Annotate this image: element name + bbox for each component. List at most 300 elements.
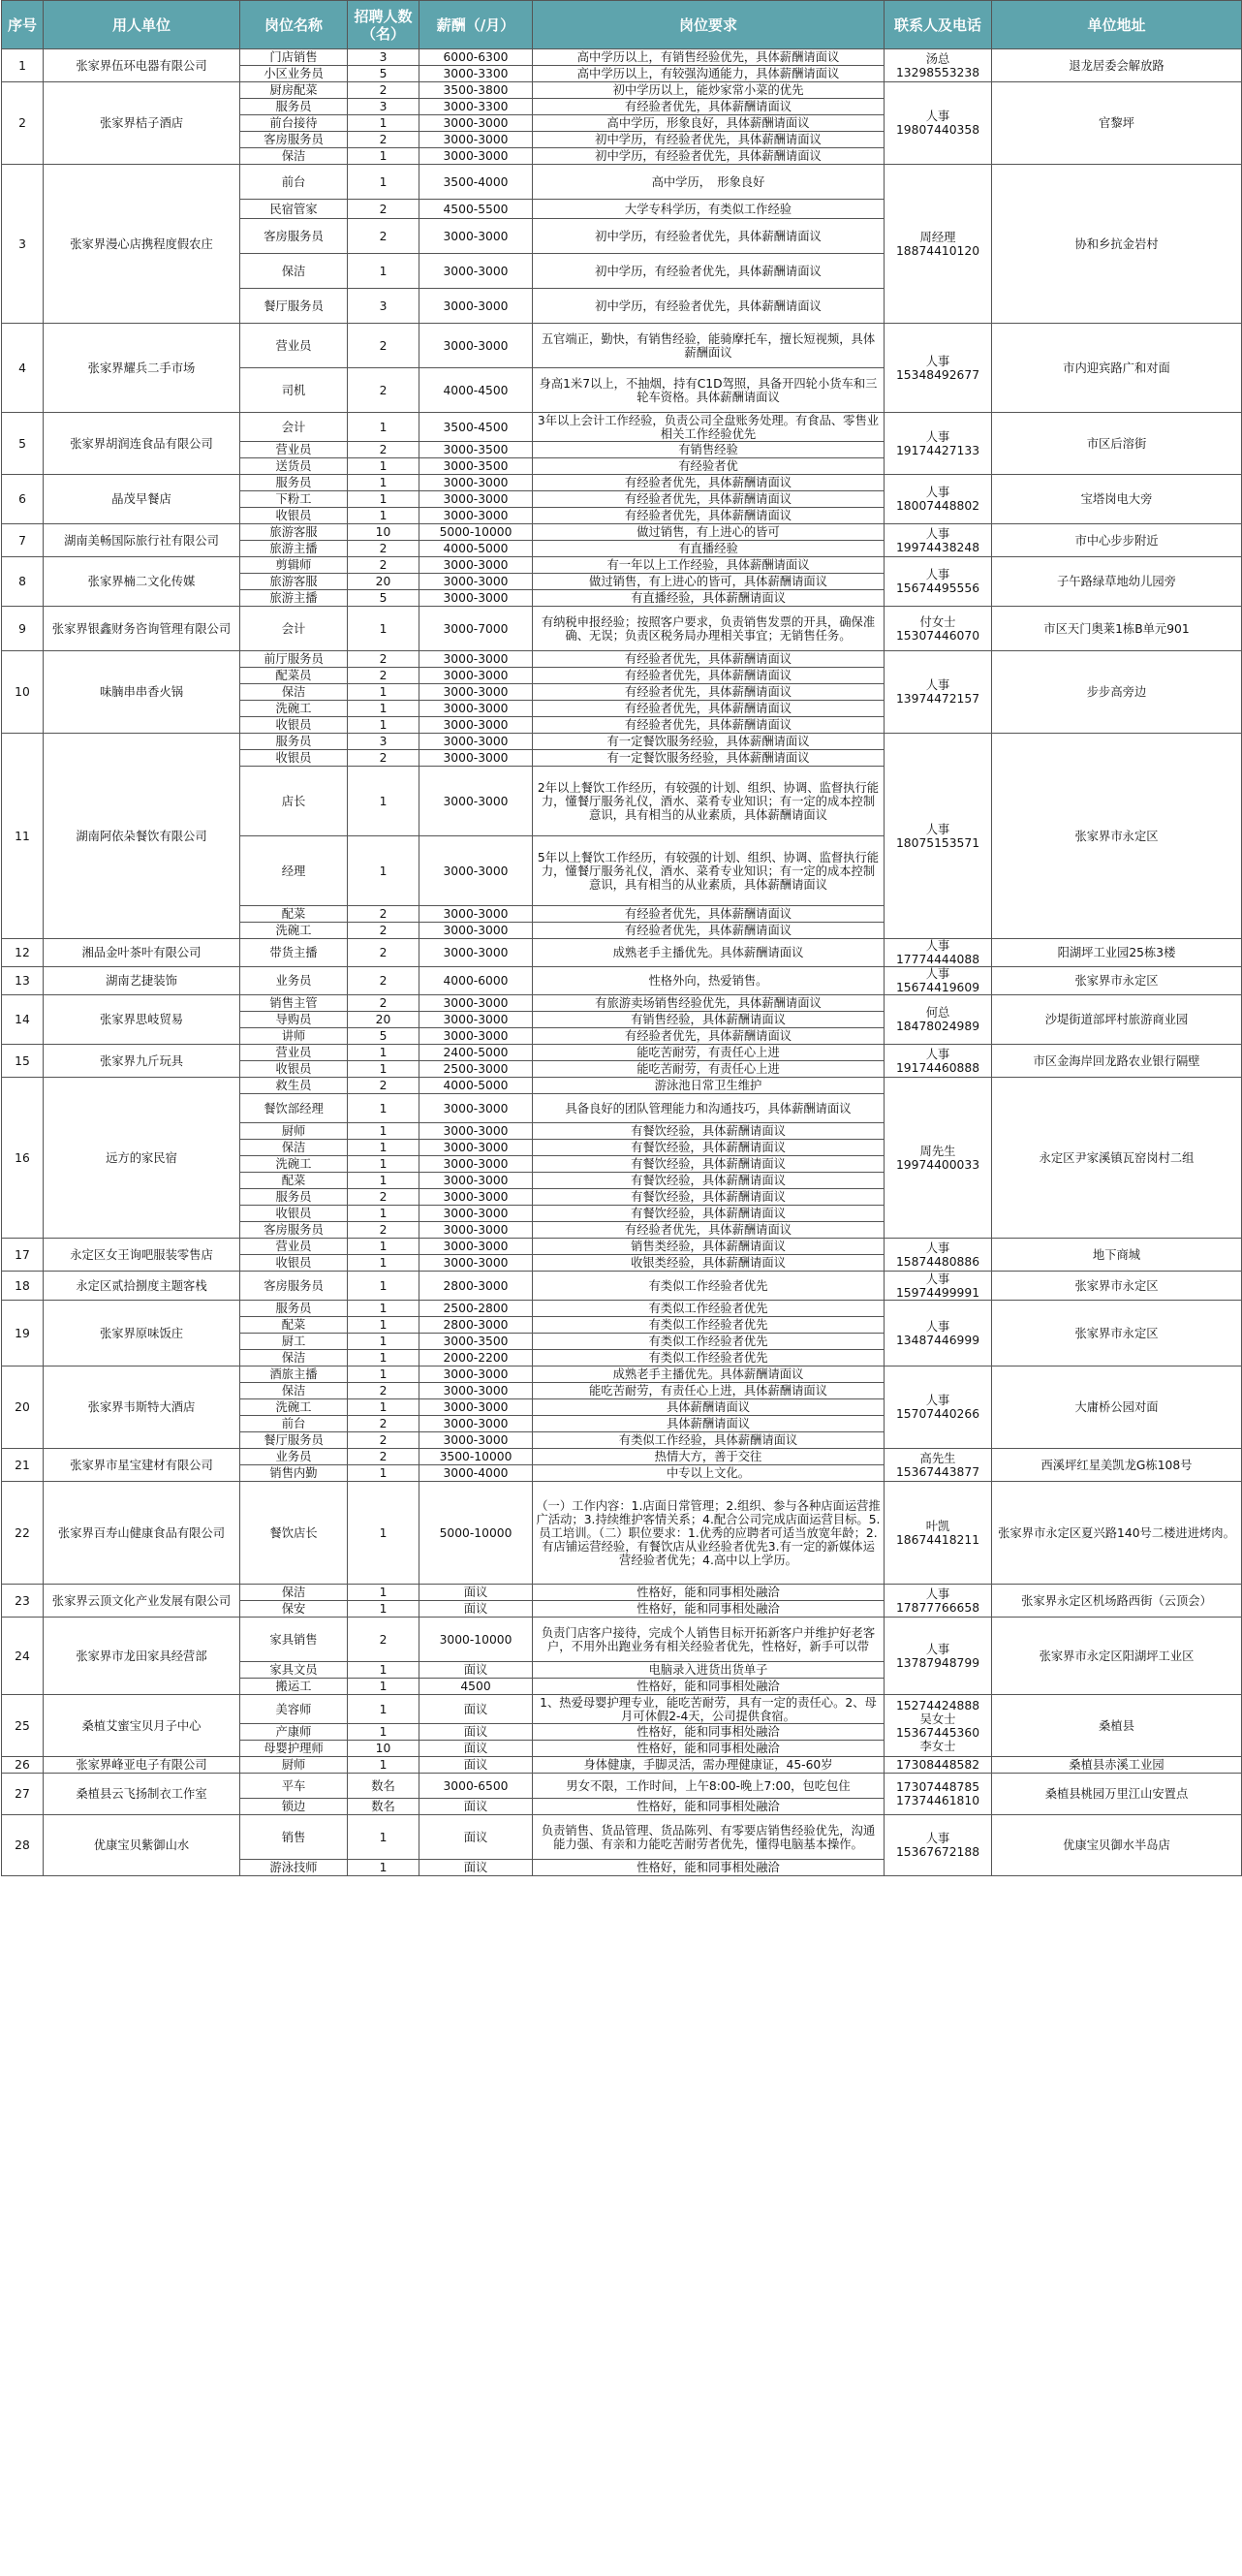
position-name: 收银员 xyxy=(240,508,348,524)
table-row xyxy=(2,324,1242,368)
hire-count: 1 xyxy=(348,458,419,475)
salary: 3000-3000 xyxy=(419,590,533,607)
hire-count: 2 xyxy=(348,1449,419,1465)
hire-count: 2 xyxy=(348,1432,419,1449)
company-address: 市区金海岸回龙路农业银行隔壁 xyxy=(992,1045,1242,1078)
salary: 2800-3000 xyxy=(419,1272,533,1301)
contact-info: 周经理 18874410120 xyxy=(885,165,992,324)
position-name: 平车 xyxy=(240,1774,348,1799)
salary: 3000-3000 xyxy=(419,574,533,590)
position-name: 店长 xyxy=(240,767,348,836)
hire-count: 3 xyxy=(348,99,419,115)
position-name: 保洁 xyxy=(240,254,348,289)
contact-info: 人事 15674495556 xyxy=(885,557,992,607)
hire-count: 2 xyxy=(348,939,419,967)
requirement: 有经验者优先，具体薪酬请面议 xyxy=(533,668,885,684)
company-name: 张家界耀兵二手市场 xyxy=(44,324,240,413)
table-row xyxy=(2,1815,1242,1860)
header-address: 单位地址 xyxy=(992,1,1242,49)
salary: 6000-6300 xyxy=(419,49,533,66)
hire-count: 1 xyxy=(348,1173,419,1189)
hire-count: 2 xyxy=(348,906,419,923)
contact-info: 人事 17774444088 xyxy=(885,939,992,967)
requirement: 初中学历，有经验者优先，具体薪酬请面议 xyxy=(533,132,885,148)
requirement: 有纳税申报经验；按照客户要求，负责销售发票的开具，确保准确、无误；负责区税务局办理相关事宜；无销售任务。 xyxy=(533,607,885,651)
company-name: 桑植艾蜜宝贝月子中心 xyxy=(44,1695,240,1757)
position-name: 旅游主播 xyxy=(240,590,348,607)
table-row xyxy=(2,1272,1242,1301)
hire-count: 1 xyxy=(348,1601,419,1618)
requirement: 高中学历，形象良好，具体薪酬请面议 xyxy=(533,115,885,132)
requirement: 能吃苦耐劳，有责任心上进 xyxy=(533,1061,885,1078)
requirement: 性格好，能和同事相处融洽 xyxy=(533,1741,885,1757)
row-number: 16 xyxy=(2,1078,44,1239)
hire-count: 2 xyxy=(348,1078,419,1094)
hire-count: 1 xyxy=(348,1757,419,1774)
contact-info: 人事 19174460888 xyxy=(885,1045,992,1078)
salary: 3000-3000 xyxy=(419,508,533,524)
hire-count: 1 xyxy=(348,1585,419,1601)
contact-info: 人事 19174427133 xyxy=(885,413,992,475)
salary: 3000-3000 xyxy=(419,1012,533,1028)
salary: 3000-3000 xyxy=(419,684,533,701)
position-name: 保洁 xyxy=(240,1585,348,1601)
requirement: 有经验者优先，具体薪酬请面议 xyxy=(533,717,885,734)
contact-info: 高先生 15367443877 xyxy=(885,1449,992,1482)
requirement: 能吃苦耐劳，有责任心上进，具体薪酬请面议 xyxy=(533,1383,885,1399)
hire-count: 1 xyxy=(348,684,419,701)
company-address: 退龙居委会解放路 xyxy=(992,49,1242,82)
hire-count: 1 xyxy=(348,1695,419,1724)
position-name: 销售主管 xyxy=(240,995,348,1012)
requirement: 有经验者优 xyxy=(533,458,885,475)
hire-count: 3 xyxy=(348,289,419,324)
hire-count: 1 xyxy=(348,1156,419,1173)
contact-info: 15274424888 吴女士 15367445360 李女士 xyxy=(885,1695,992,1757)
requirement: 初中学历，有经验者优先，具体薪酬请面议 xyxy=(533,289,885,324)
requirement: 五官端正，勤快，有销售经验，能骑摩托车，擅长短视频，具体薪酬面议 xyxy=(533,324,885,368)
salary: 3000-3500 xyxy=(419,458,533,475)
salary: 面议 xyxy=(419,1724,533,1741)
row-number: 5 xyxy=(2,413,44,475)
salary: 3000-3000 xyxy=(419,906,533,923)
position-name: 母婴护理师 xyxy=(240,1741,348,1757)
position-name: 洗碗工 xyxy=(240,1156,348,1173)
company-name: 晶茂早餐店 xyxy=(44,475,240,524)
position-name: 客房服务员 xyxy=(240,219,348,254)
table-row xyxy=(2,967,1242,995)
hire-count: 20 xyxy=(348,574,419,590)
hire-count: 2 xyxy=(348,324,419,368)
requirement: 有经验者优先，具体薪酬请面议 xyxy=(533,99,885,115)
position-name: 洗碗工 xyxy=(240,701,348,717)
contact-info: 何总 18478024989 xyxy=(885,995,992,1045)
row-number: 8 xyxy=(2,557,44,607)
hire-count: 3 xyxy=(348,734,419,750)
company-name: 张家界九斤玩具 xyxy=(44,1045,240,1078)
hire-count: 2 xyxy=(348,557,419,574)
hire-count: 1 xyxy=(348,1272,419,1301)
company-name: 张家界原味饭庄 xyxy=(44,1301,240,1367)
position-name: 导购员 xyxy=(240,1012,348,1028)
table-row xyxy=(2,49,1242,66)
requirement: 有直播经验 xyxy=(533,541,885,557)
salary: 4000-4500 xyxy=(419,368,533,413)
hire-count: 数名 xyxy=(348,1774,419,1799)
company-address: 宝塔岗电大旁 xyxy=(992,475,1242,524)
position-name: 销售 xyxy=(240,1815,348,1860)
table-row xyxy=(2,651,1242,668)
position-name: 业务员 xyxy=(240,967,348,995)
salary: 面议 xyxy=(419,1741,533,1757)
requirement: 有一定餐饮服务经验，具体薪酬请面议 xyxy=(533,734,885,750)
company-address: 步步高旁边 xyxy=(992,651,1242,734)
requirement: 收银类经验，具体薪酬请面议 xyxy=(533,1255,885,1272)
position-name: 保洁 xyxy=(240,148,348,165)
company-name: 张家界银鑫财务咨询管理有限公司 xyxy=(44,607,240,651)
salary: 3000-3300 xyxy=(419,66,533,82)
salary: 3000-3000 xyxy=(419,651,533,668)
hire-count: 1 xyxy=(348,717,419,734)
hire-count: 5 xyxy=(348,1028,419,1045)
position-name: 厨师 xyxy=(240,1757,348,1774)
requirement: 负责门店客户接待，完成个人销售目标开拓新客户并维护好老客户，不用外出跑业务有相关经验者优先，性格好，新手可以带 xyxy=(533,1618,885,1662)
requirement: 2年以上餐饮工作经历，有较强的计划、组织、协调、监督执行能力，懂餐厅服务礼仪，酒水、菜肴专业知识；有一定的成本控制意识，具有相当的从业素质，具体薪酬请面议 xyxy=(533,767,885,836)
company-address: 张家界市永定区阳湖坪工业区 xyxy=(992,1618,1242,1695)
hire-count: 1 xyxy=(348,701,419,717)
hire-count: 1 xyxy=(348,1399,419,1416)
salary: 3000-3300 xyxy=(419,99,533,115)
position-name: 收银员 xyxy=(240,1206,348,1222)
salary: 3000-3000 xyxy=(419,491,533,508)
table-row xyxy=(2,1482,1242,1585)
hire-count: 1 xyxy=(348,1465,419,1482)
requirement: 有类似工作经验者优先 xyxy=(533,1350,885,1367)
hire-count: 2 xyxy=(348,541,419,557)
hire-count: 1 xyxy=(348,491,419,508)
requirement: 有经验者优先，具体薪酬请面议 xyxy=(533,651,885,668)
position-name: 配菜员 xyxy=(240,668,348,684)
requirement: 1、热爱母婴护理专业，能吃苦耐劳，具有一定的责任心。2、母月可休假2-4天，公司提供食宿。 xyxy=(533,1695,885,1724)
salary: 3000-3500 xyxy=(419,442,533,458)
hire-count: 1 xyxy=(348,607,419,651)
requirement: 有餐饮经验，具体薪酬请面议 xyxy=(533,1189,885,1206)
hire-count: 1 xyxy=(348,148,419,165)
hire-count: 2 xyxy=(348,923,419,939)
position-name: 餐饮部经理 xyxy=(240,1094,348,1123)
position-name: 讲师 xyxy=(240,1028,348,1045)
hire-count: 1 xyxy=(348,1334,419,1350)
company-address: 市区后溶街 xyxy=(992,413,1242,475)
salary: 2800-3000 xyxy=(419,1317,533,1334)
salary: 3000-3000 xyxy=(419,923,533,939)
salary: 3000-7000 xyxy=(419,607,533,651)
header-count: 招聘人数（名） xyxy=(348,1,419,49)
salary: 3000-3000 xyxy=(419,1399,533,1416)
salary: 3000-3000 xyxy=(419,717,533,734)
requirement: 高中学历以上，有较强沟通能力，具体薪酬请面议 xyxy=(533,66,885,82)
position-name: 经理 xyxy=(240,836,348,906)
contact-info: 人事 13487446999 xyxy=(885,1301,992,1367)
position-name: 配菜 xyxy=(240,1317,348,1334)
salary: 3000-3000 xyxy=(419,767,533,836)
contact-info: 人事 15348492677 xyxy=(885,324,992,413)
salary: 3000-3000 xyxy=(419,254,533,289)
row-number: 3 xyxy=(2,165,44,324)
company-name: 味腩串串香火锅 xyxy=(44,651,240,734)
table-row xyxy=(2,1367,1242,1383)
requirement: 能吃苦耐劳，有责任心上进 xyxy=(533,1045,885,1061)
salary: 3000-3000 xyxy=(419,836,533,906)
salary: 3000-3000 xyxy=(419,115,533,132)
position-name: 酒旅主播 xyxy=(240,1367,348,1383)
contact-info: 人事 15674419609 xyxy=(885,967,992,995)
hire-count: 2 xyxy=(348,967,419,995)
company-address: 阳湖坪工业园25栋3楼 xyxy=(992,939,1242,967)
salary: 3000-10000 xyxy=(419,1618,533,1662)
company-address: 地下商城 xyxy=(992,1239,1242,1272)
position-name: 服务员 xyxy=(240,99,348,115)
header-contact: 联系人及电话 xyxy=(885,1,992,49)
position-name: 会计 xyxy=(240,413,348,442)
table-row xyxy=(2,939,1242,967)
table-row xyxy=(2,1078,1242,1094)
salary: 3000-4000 xyxy=(419,1465,533,1482)
salary: 3000-3000 xyxy=(419,1028,533,1045)
company-name: 张家界漫心店携程度假农庄 xyxy=(44,165,240,324)
requirement: 有一定餐饮服务经验，具体薪酬请面议 xyxy=(533,750,885,767)
salary: 3000-3000 xyxy=(419,1094,533,1123)
requirement: 中专以上文化。 xyxy=(533,1465,885,1482)
hire-count: 1 xyxy=(348,1061,419,1078)
table-row xyxy=(2,1774,1242,1799)
salary: 3500-10000 xyxy=(419,1449,533,1465)
company-address: 永定区尹家溪镇瓦窑岗村二组 xyxy=(992,1078,1242,1239)
row-number: 21 xyxy=(2,1449,44,1482)
hire-count: 5 xyxy=(348,590,419,607)
salary: 面议 xyxy=(419,1860,533,1876)
row-number: 26 xyxy=(2,1757,44,1774)
requirement: 高中学历以上，有销售经验优先，具体薪酬请面议 xyxy=(533,49,885,66)
hire-count: 10 xyxy=(348,1741,419,1757)
hire-count: 1 xyxy=(348,1094,419,1123)
hire-count: 1 xyxy=(348,165,419,200)
requirement: 有直播经验，具体薪酬请面议 xyxy=(533,590,885,607)
contact-info: 人事 13787948799 xyxy=(885,1618,992,1695)
position-name: 收银员 xyxy=(240,750,348,767)
company-address: 子午路绿草地幼儿园旁 xyxy=(992,557,1242,607)
salary: 3000-3000 xyxy=(419,475,533,491)
requirement: （一）工作内容：1.店面日常管理；2.组织、参与各种店面运营推广活动；3.持续维护客情关系；4.配合公司完成店面运营目标。5.员工培训。（二）职位要求：1.优秀的应聘者可适当放宽年龄；2.有店铺运营经验，有餐饮店从业经验者优先3.有一定的新媒体运营经验者优先；4.高中以上学历。 xyxy=(533,1482,885,1585)
position-name: 服务员 xyxy=(240,1189,348,1206)
requirement: 电脑录入进货出货单子 xyxy=(533,1662,885,1679)
table-row xyxy=(2,1618,1242,1662)
hire-count: 1 xyxy=(348,475,419,491)
salary: 3000-3000 xyxy=(419,289,533,324)
salary: 面议 xyxy=(419,1799,533,1815)
header-salary: 薪酬（/月） xyxy=(419,1,533,49)
header-row xyxy=(2,1,1242,49)
row-number: 4 xyxy=(2,324,44,413)
company-address: 张家界市永定区 xyxy=(992,734,1242,939)
row-number: 17 xyxy=(2,1239,44,1272)
requirement: 有经验者优先，具体薪酬请面议 xyxy=(533,475,885,491)
position-name: 保洁 xyxy=(240,1383,348,1399)
contact-info: 人事 15367672188 xyxy=(885,1815,992,1876)
company-address: 桑植县桃园万里江山安置点 xyxy=(992,1774,1242,1815)
company-address: 张家界市永定区夏兴路140号二楼进进烤肉。 xyxy=(992,1482,1242,1585)
position-name: 厨工 xyxy=(240,1334,348,1350)
table-row xyxy=(2,413,1242,442)
requirement: 热情大方，善于交往 xyxy=(533,1449,885,1465)
company-address: 沙堤街道部坪村旅游商业园 xyxy=(992,995,1242,1045)
hire-count: 1 xyxy=(348,1860,419,1876)
requirement: 大学专科学历，有类似工作经验 xyxy=(533,200,885,219)
contact-info: 人事 13974472157 xyxy=(885,651,992,734)
salary: 3000-3000 xyxy=(419,939,533,967)
requirement: 有经验者优先，具体薪酬请面议 xyxy=(533,1028,885,1045)
hire-count: 5 xyxy=(348,66,419,82)
company-address: 张家界永定区机场路西街（云顶会） xyxy=(992,1585,1242,1618)
position-name: 下粉工 xyxy=(240,491,348,508)
requirement: 有经验者优先，具体薪酬请面议 xyxy=(533,701,885,717)
hire-count: 2 xyxy=(348,1618,419,1662)
company-name: 张家界韦斯特大酒店 xyxy=(44,1367,240,1449)
table-row xyxy=(2,524,1242,541)
table-row xyxy=(2,1449,1242,1465)
row-number: 25 xyxy=(2,1695,44,1757)
company-address: 市中心步步附近 xyxy=(992,524,1242,557)
contact-info: 叶凯 18674418211 xyxy=(885,1482,992,1585)
requirement: 高中学历， 形象良好 xyxy=(533,165,885,200)
position-name: 保洁 xyxy=(240,684,348,701)
salary: 3000-3000 xyxy=(419,148,533,165)
header-no: 序号 xyxy=(2,1,44,49)
company-address: 西溪坪红星美凯龙G栋108号 xyxy=(992,1449,1242,1482)
position-name: 保洁 xyxy=(240,1350,348,1367)
salary: 2500-2800 xyxy=(419,1301,533,1317)
position-name: 餐厅服务员 xyxy=(240,1432,348,1449)
requirement: 销售类经验，具体薪酬请面议 xyxy=(533,1239,885,1255)
company-name: 永定区贰拾捌度主题客栈 xyxy=(44,1272,240,1301)
hire-count: 2 xyxy=(348,1189,419,1206)
salary: 4500 xyxy=(419,1679,533,1695)
requirement: 做过销售，有上进心的皆可 xyxy=(533,524,885,541)
row-number: 20 xyxy=(2,1367,44,1449)
requirement: 初中学历，有经验者优先，具体薪酬请面议 xyxy=(533,219,885,254)
company-address: 桑植县 xyxy=(992,1695,1242,1757)
salary: 3000-3000 xyxy=(419,557,533,574)
requirement: 有餐饮经验，具体薪酬请面议 xyxy=(533,1156,885,1173)
position-name: 剪辑师 xyxy=(240,557,348,574)
requirement: 具体薪酬请面议 xyxy=(533,1399,885,1416)
requirement: 有旅游卖场销售经验优先，具体薪酬请面议 xyxy=(533,995,885,1012)
header-requirement: 岗位要求 xyxy=(533,1,885,49)
contact-info: 周先生 19974400033 xyxy=(885,1078,992,1239)
position-name: 搬运工 xyxy=(240,1679,348,1695)
requirement: 初中学历以上，能炒家常小菜的优先 xyxy=(533,82,885,99)
requirement: 性格好，能和同事相处融洽 xyxy=(533,1724,885,1741)
company-address: 协和乡抗金岩村 xyxy=(992,165,1242,324)
table-row xyxy=(2,82,1242,99)
requirement: 有餐饮经验，具体薪酬请面议 xyxy=(533,1140,885,1156)
salary: 2000-2200 xyxy=(419,1350,533,1367)
position-name: 带货主播 xyxy=(240,939,348,967)
company-name: 桑植县云飞扬制衣工作室 xyxy=(44,1774,240,1815)
position-name: 前台 xyxy=(240,1416,348,1432)
row-number: 19 xyxy=(2,1301,44,1367)
requirement: 有餐饮经验，具体薪酬请面议 xyxy=(533,1123,885,1140)
position-name: 营业员 xyxy=(240,1239,348,1255)
requirement: 具备良好的团队管理能力和沟通技巧，具体薪酬请面议 xyxy=(533,1094,885,1123)
position-name: 收银员 xyxy=(240,1061,348,1078)
hire-count: 1 xyxy=(348,254,419,289)
salary: 4000-5000 xyxy=(419,541,533,557)
position-name: 家具销售 xyxy=(240,1618,348,1662)
requirement: 身高1米7以上，不抽烟，持有C1D驾照，具备开四轮小货车和三轮车资格。具体薪酬请面议 xyxy=(533,368,885,413)
salary: 3000-6500 xyxy=(419,1774,533,1799)
requirement: 有类似工作经验者优先 xyxy=(533,1301,885,1317)
position-name: 美容师 xyxy=(240,1695,348,1724)
hire-count: 2 xyxy=(348,132,419,148)
salary: 面议 xyxy=(419,1695,533,1724)
table-row xyxy=(2,734,1242,750)
hire-count: 1 xyxy=(348,1301,419,1317)
requirement: 有类似工作经验，具体薪酬请面议 xyxy=(533,1432,885,1449)
contact-info: 人事 19974438248 xyxy=(885,524,992,557)
salary: 面议 xyxy=(419,1815,533,1860)
salary: 面议 xyxy=(419,1601,533,1618)
position-name: 餐厅服务员 xyxy=(240,289,348,324)
hire-count: 1 xyxy=(348,1815,419,1860)
hire-count: 1 xyxy=(348,1123,419,1140)
company-address: 张家界市永定区 xyxy=(992,1301,1242,1367)
requirement: 初中学历，有经验者优先，具体薪酬请面议 xyxy=(533,148,885,165)
table-row xyxy=(2,1301,1242,1317)
company-name: 张家界峰亚电子有限公司 xyxy=(44,1757,240,1774)
position-name: 收银员 xyxy=(240,717,348,734)
position-name: 会计 xyxy=(240,607,348,651)
hire-count: 数名 xyxy=(348,1799,419,1815)
hire-count: 1 xyxy=(348,1350,419,1367)
salary: 3000-3000 xyxy=(419,219,533,254)
requirement: 有类似工作经验者优先 xyxy=(533,1272,885,1301)
salary: 3000-3000 xyxy=(419,132,533,148)
salary: 4500-5500 xyxy=(419,200,533,219)
position-name: 营业员 xyxy=(240,1045,348,1061)
row-number: 18 xyxy=(2,1272,44,1301)
salary: 5000-10000 xyxy=(419,524,533,541)
hire-count: 2 xyxy=(348,368,419,413)
requirement: 游泳池日常卫生维护 xyxy=(533,1078,885,1094)
salary: 3500-4500 xyxy=(419,413,533,442)
position-name: 业务员 xyxy=(240,1449,348,1465)
contact-info: 人事 19807440358 xyxy=(885,82,992,165)
position-name: 服务员 xyxy=(240,475,348,491)
salary: 面议 xyxy=(419,1662,533,1679)
hire-count: 20 xyxy=(348,1012,419,1028)
salary: 面议 xyxy=(419,1757,533,1774)
position-name: 餐饮店长 xyxy=(240,1482,348,1585)
requirement: 有销售经验，具体薪酬请面议 xyxy=(533,1012,885,1028)
salary: 3000-3000 xyxy=(419,1206,533,1222)
hire-count: 2 xyxy=(348,442,419,458)
company-name: 永定区女王询吧服装零售店 xyxy=(44,1239,240,1272)
hire-count: 1 xyxy=(348,413,419,442)
salary: 3000-3000 xyxy=(419,1140,533,1156)
hire-count: 2 xyxy=(348,995,419,1012)
company-address: 市区天门奥莱1栋B单元901 xyxy=(992,607,1242,651)
